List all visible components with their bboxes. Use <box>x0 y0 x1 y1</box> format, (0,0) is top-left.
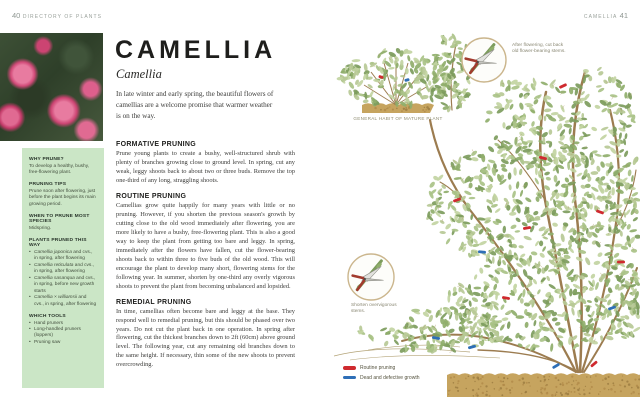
list-item: • Pruning saw <box>29 340 97 346</box>
pruning-legend <box>343 365 419 384</box>
dead-growth-swatch <box>343 376 356 379</box>
annotation-after-flowering: After flowering, cut back old flower-bearing stems. <box>512 43 566 55</box>
list-item: • Camellia japonica and cvs., in spring, after flowering <box>29 250 97 263</box>
legend-label: Routine pruning <box>360 365 396 371</box>
sidebar-text: Prune soon after flowering, just before the plant begins its main growing period. <box>29 188 96 207</box>
legend-label: Dead and defective growth <box>360 374 420 381</box>
sidebar-text: To develop a healthy, bushy, free-flowering plant. <box>29 163 90 175</box>
section-heading: FORMATIVE PRUNING <box>116 141 197 148</box>
habit-caption: GENERAL HABIT OF MATURE PLANT <box>353 116 443 121</box>
annotation-shorten-stems: Shorten overvigorous stems. <box>351 303 397 315</box>
section-body: Camellias grow quite happily for many years with little or no pruning. However, if you shorten the previous season's growth by cutting close to the old wood immediately after flowering, you are more likely to have a bushy, free-flowering plant. This is also a good way to keep the plant from getting too bare and leggy. In spring, immediately after the flowers have fallen, cut the flower-bearing shoots back to within three to five buds of the old wood. This will encourage the plant to develop many short, flowering stems for the following year. In summer, shorten by one-third any overly vigorous shoots to prevent the plant from becoming unbalanced and lopsided. <box>116 201 295 290</box>
list-item: • Camellia sasanqua and cvs., in spring, before new growth starts <box>29 276 97 295</box>
sidebar-heading: WHICH TOOLS <box>29 314 66 320</box>
list-item: • Long-handled pruners (loppers) <box>29 327 97 340</box>
routine-pruning-swatch <box>343 366 356 369</box>
list-item: • Camellia × williamsii and cvs., in spring, after flowering <box>29 295 97 308</box>
legend-row <box>343 365 419 371</box>
latin-name: Camellia <box>116 67 162 81</box>
legend-row <box>343 375 419 381</box>
sidebar-heading: WHY PRUNE? <box>29 157 64 162</box>
section-title-left: DIRECTORY OF PLANTS <box>22 14 103 20</box>
sidebar-text: Midspring. <box>29 225 52 231</box>
section-body: Prune young plants to create a bushy, well-structured shrub with plenty of branches growing close to ground level. In spring, cut any weak, leggy shoots back to about two or three buds. Remove the top one-third of any long, straggling shoots. <box>116 150 295 184</box>
list-item: • Hand pruners <box>29 321 97 327</box>
intro-paragraph: In late winter and early spring, the beautiful flowers of camellias are a welcome promise that warmer weather is on the way. <box>116 90 274 120</box>
section-heading: ROUTINE PRUNING <box>116 192 187 200</box>
sidebar-heading: PRUNING TIPS <box>29 182 67 188</box>
list-item: • Camellia reticulata and cvs., in spring, after flowering <box>29 263 97 276</box>
page-number-left: 40 <box>12 11 21 20</box>
page-title: CAMELLIA <box>115 36 277 64</box>
section-heading: REMEDIAL PRUNING <box>116 298 192 306</box>
section-body: In time, camellias often become bare and leggy at the base. They respond well to remedial pruning, but this should be phased over two years. Do not cut the plant back in one operation. In spring after flowering, cut the thickest branches down to 2ft (60cm) above ground level. The following year, cut any remaining old branches down to the same height. If necessary, thin some of the new shoots to prevent overcrowding. <box>116 307 295 369</box>
sidebar-heading: WHEN TO PRUNE MOST SPECIES <box>29 214 90 225</box>
section-title-right: CAMELLIA <box>583 14 618 20</box>
sidebar-heading: PLANTS PRUNED THIS WAY <box>29 238 87 249</box>
page-number-right: 41 <box>619 11 628 20</box>
